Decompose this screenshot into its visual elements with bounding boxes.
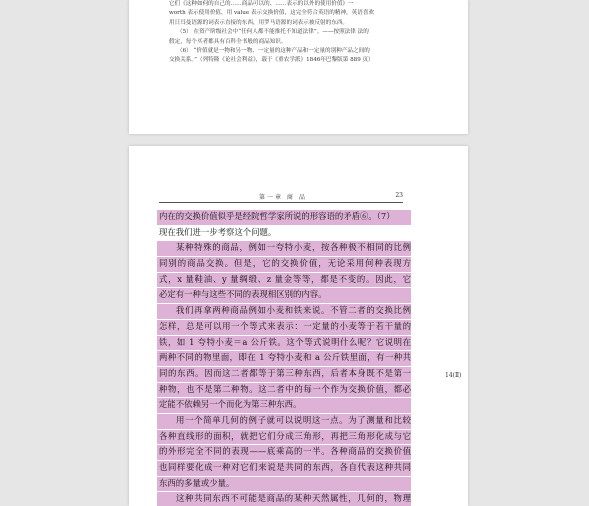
line-text: 现在我们进一步考察这个问题。 (159, 226, 277, 237)
line-text: 东西的多量或少量。 (159, 477, 235, 488)
footnote-line: 用日耳曼语源的词表示直接的东西，用罗马语源的词表示被反射的东西。 (169, 19, 349, 26)
footnote-line: （6） “价值就是一物和另一物、一定量的这种产品和一定量的别种产品之间的 (177, 48, 370, 55)
line-text: 内在的交换价值似乎是经院哲学家所说的形容语的矛盾⑥。（7） (159, 211, 395, 221)
footnotes-block (169, 0, 417, 66)
footnote-line: 交换关系。”（列特隆《论社会利益》，载于《重农学派》1846年巴黎版第 889 页） (169, 57, 374, 64)
highlighted-text-line (159, 413, 411, 429)
line-text: 怎样，总是可以用一个等式来表示：一定量的小麦等于若干量的 (159, 320, 411, 331)
highlighted-text-line (159, 303, 411, 319)
line-text: 种物，也不是第二种物。这二者中的每一个作为交换价值，都必 (159, 383, 411, 394)
line-text: 各种直线形的面积，就把它们分成三角形，再把三角形化成与它 (159, 430, 411, 441)
line-text: 定能不依赖另一个而化为第三种东西。 (159, 399, 302, 410)
margin-page-ref: 14(Ⅱ) (445, 371, 462, 379)
highlighted-text-line (159, 335, 411, 351)
line-text: 的外形完全不同的表现——底乘高的一半。各种商品的交换价值 (159, 446, 411, 457)
highlighted-text-line (159, 491, 411, 506)
highlighted-text-line (159, 460, 411, 476)
line-text: 式，x 量鞋油、y 量绸缎、z 量金等等，都是不变的。因此，它 (159, 273, 411, 284)
line-text: 也同样要化成一种对它们来说是共同的东西，各自代表这种共同 (159, 462, 411, 472)
highlighted-text-line (159, 366, 462, 382)
running-header (159, 192, 403, 203)
document-page-1 (129, 0, 468, 134)
footnote-line: （5） 在资产阶级社会中“任何人都不能推托不知道法律”。——按照法律 法的 (177, 29, 369, 36)
highlighted-text-line (159, 319, 411, 335)
highlighted-text-line (159, 444, 411, 460)
line-text: 必定有一种与这些不同的表现相区别的内容。 (159, 289, 327, 300)
highlighted-text-line (159, 272, 411, 288)
line-text: 铁，如 1 夸特小麦＝a 公斤铁。这个等式说明什么呢？它说明在 (159, 336, 411, 347)
line-text: 这种共同东西不可能是商品的某种天然属性，几何的，物理 (176, 493, 411, 504)
highlighted-text-line (159, 256, 411, 272)
highlighted-text-line (159, 350, 411, 366)
line-text: 同别的商品交换。但是，它的交换价值，无论采用何种表现方 (159, 258, 411, 269)
body-text-block (159, 209, 462, 506)
highlighted-text-line (159, 397, 411, 413)
document-page-2 (129, 146, 468, 506)
highlighted-text-line (159, 287, 411, 303)
highlighted-text-line (159, 429, 411, 445)
text-line (159, 225, 411, 241)
line-text: 同的东西。因而这二者都等于第三种东西，后者本身既不是第一 (159, 367, 411, 378)
footnote-line: 它们《这种如何的自己的……商品可以的、……表示的以外的使用价值》一 (169, 1, 354, 7)
line-text: 某种特殊的商品，例如一夸特小麦，按各种极不相同的比例 (176, 242, 411, 253)
highlighted-text-line (159, 240, 411, 256)
chapter-title: 第一章 商 品 (259, 194, 307, 201)
line-text: 两种不同的物里面，即在 1 夸特小麦和 a 公斤铁里面，有一种共 (159, 352, 411, 363)
line-text: 用一个简单几何的例子就可以说明这一点。为了测量和比较 (176, 414, 411, 425)
highlighted-text-line (159, 209, 411, 225)
footnote-line: worth 表示使用价值，用 value 表示交换价值，这完全符合英语的精神，英语喜欢 (169, 10, 375, 17)
highlighted-text-line (159, 476, 411, 492)
footnote-line: 假定，每个买者都具有百科全书般的商品知识。 (169, 38, 287, 45)
highlighted-text-line (159, 382, 411, 398)
line-text: 我们再拿两种商品例如小麦和铁来说。不管二者的交换比例 (176, 305, 411, 316)
page-number: 23 (395, 192, 403, 199)
